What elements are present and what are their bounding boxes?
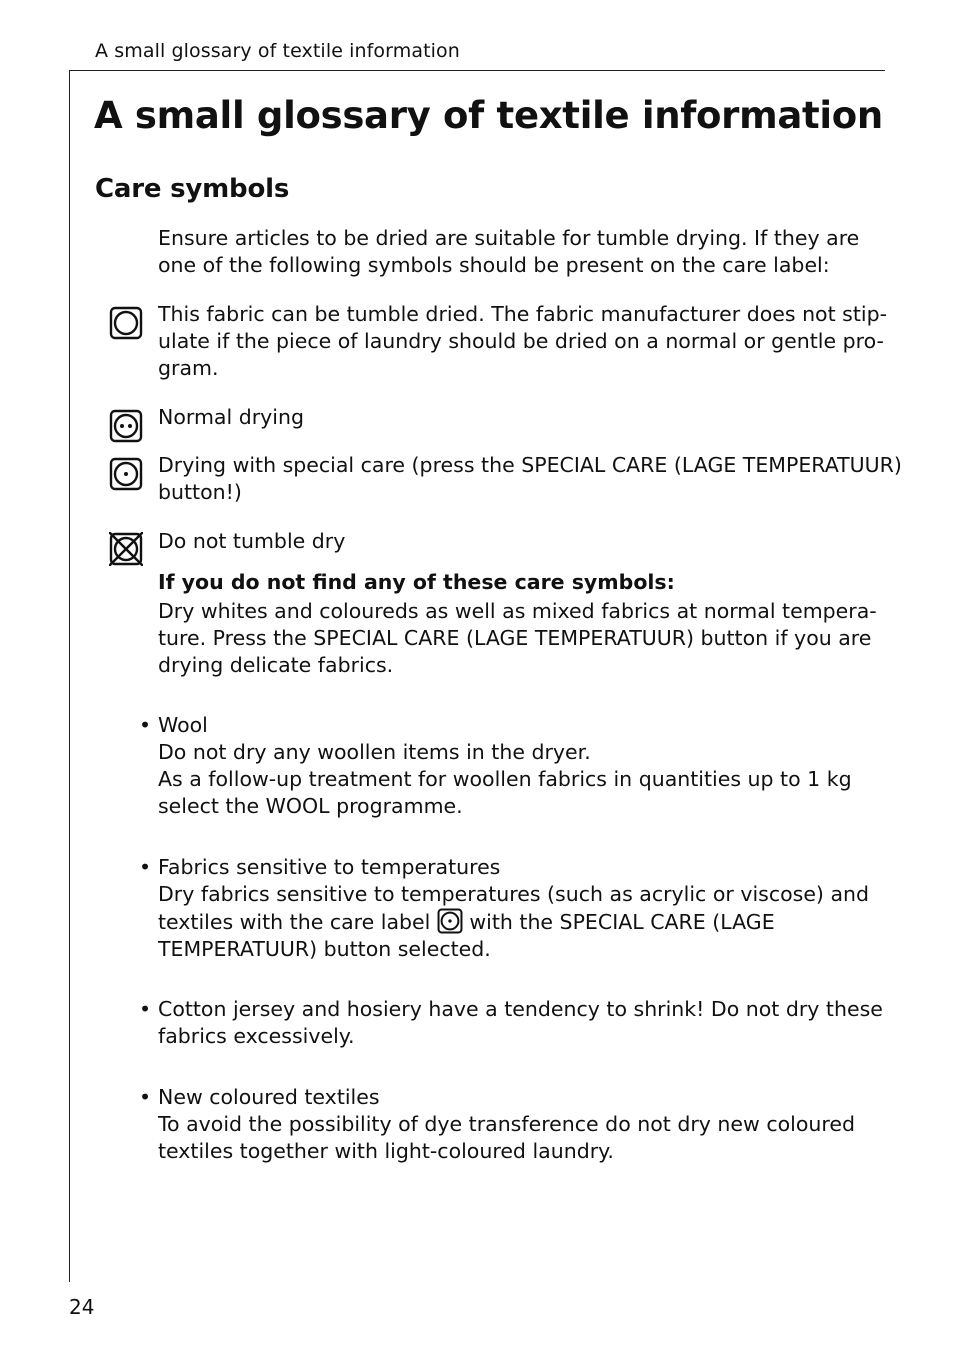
tumble-dry-icon: [109, 306, 143, 340]
bullet-wool: [158, 712, 863, 820]
header-rule: [69, 70, 885, 71]
bullet-text-line: select the WOOL programme.: [158, 794, 463, 818]
bullet-text-line: To avoid the possibility of dye transference do not dry new coloured: [158, 1112, 855, 1136]
bullet-text-line: Fabrics sensitive to temperatures: [158, 855, 501, 879]
symbol-description: [158, 301, 887, 382]
tumble-dry-low-icon: [437, 908, 463, 934]
no-symbol-heading: If you do not find any of these care symbols:: [158, 570, 675, 594]
bullet-text-line: As a follow-up treatment for woollen fabrics in quantities up to 1 kg: [158, 767, 852, 791]
tumble-dry-normal-icon: [109, 409, 143, 443]
intro-line: one of the following symbols should be present on the care label:: [158, 253, 830, 277]
symbol-description: [158, 528, 863, 555]
bullet-text-line: Do not dry any woollen items in the dryer.: [158, 740, 591, 764]
bullet-text-line-with-icon: [158, 908, 863, 936]
symbol-text-line: Normal drying: [158, 405, 304, 429]
intro-paragraph: [158, 225, 863, 279]
page-title: A small glossary of textile information: [94, 94, 883, 137]
bullet-glyph: •: [139, 713, 152, 737]
no-symbol-line: ture. Press the SPECIAL CARE (LAGE TEMPERATUUR) button if you are: [158, 626, 872, 650]
symbol-text-line: This fabric can be tumble dried. The fabric manufacturer does not stip-: [158, 302, 887, 326]
bullet-text-fragment: with the SPECIAL CARE (LAGE: [462, 910, 775, 934]
bullet-text-line: fabrics excessively.: [158, 1024, 355, 1048]
do-not-tumble-dry-icon: [109, 532, 143, 566]
page-number: 24: [69, 1295, 95, 1319]
bullet-glyph: •: [139, 855, 152, 879]
no-symbol-block: [158, 569, 877, 679]
margin-rule: [69, 70, 70, 1282]
bullet-sensitive-fabrics: [158, 854, 870, 963]
section-title: Care symbols: [95, 174, 290, 204]
symbol-text-line: ulate if the piece of laundry should be dried on a normal or gentle pro-: [158, 329, 884, 353]
bullet-text-line: Wool: [158, 713, 208, 737]
intro-line: Ensure articles to be dried are suitable for tumble drying. If they are: [158, 226, 860, 250]
bullet-text-line: textiles together with light-coloured laundry.: [158, 1139, 614, 1163]
bullet-new-coloured-textiles: [158, 1084, 863, 1165]
symbol-text-line: gram.: [158, 356, 219, 380]
no-symbol-line: drying delicate fabrics.: [158, 653, 394, 677]
symbol-text-line: button!): [158, 480, 242, 504]
symbol-description: [158, 404, 863, 431]
bullet-text-line: New coloured textiles: [158, 1085, 380, 1109]
bullet-glyph: •: [139, 1085, 152, 1109]
no-symbol-line: Dry whites and coloureds as well as mixed fabrics at normal tempera-: [158, 599, 877, 623]
bullet-glyph: •: [139, 997, 152, 1021]
bullet-cotton: [158, 996, 883, 1050]
symbol-text-line: Drying with special care (press the SPECIAL CARE (LAGE TEMPERATUUR): [158, 453, 902, 477]
symbol-text-line: Do not tumble dry: [158, 529, 346, 553]
bullet-text-line: TEMPERATUUR) button selected.: [158, 937, 491, 961]
bullet-text-line: Dry fabrics sensitive to temperatures (such as acrylic or viscose) and: [158, 882, 870, 906]
running-header: A small glossary of textile information: [95, 40, 460, 62]
bullet-text-fragment: textiles with the care label: [158, 910, 437, 934]
bullet-text-line: Cotton jersey and hosiery have a tendency to shrink! Do not dry these: [158, 997, 883, 1021]
tumble-dry-low-icon: [109, 457, 143, 491]
symbol-description: [158, 452, 902, 506]
